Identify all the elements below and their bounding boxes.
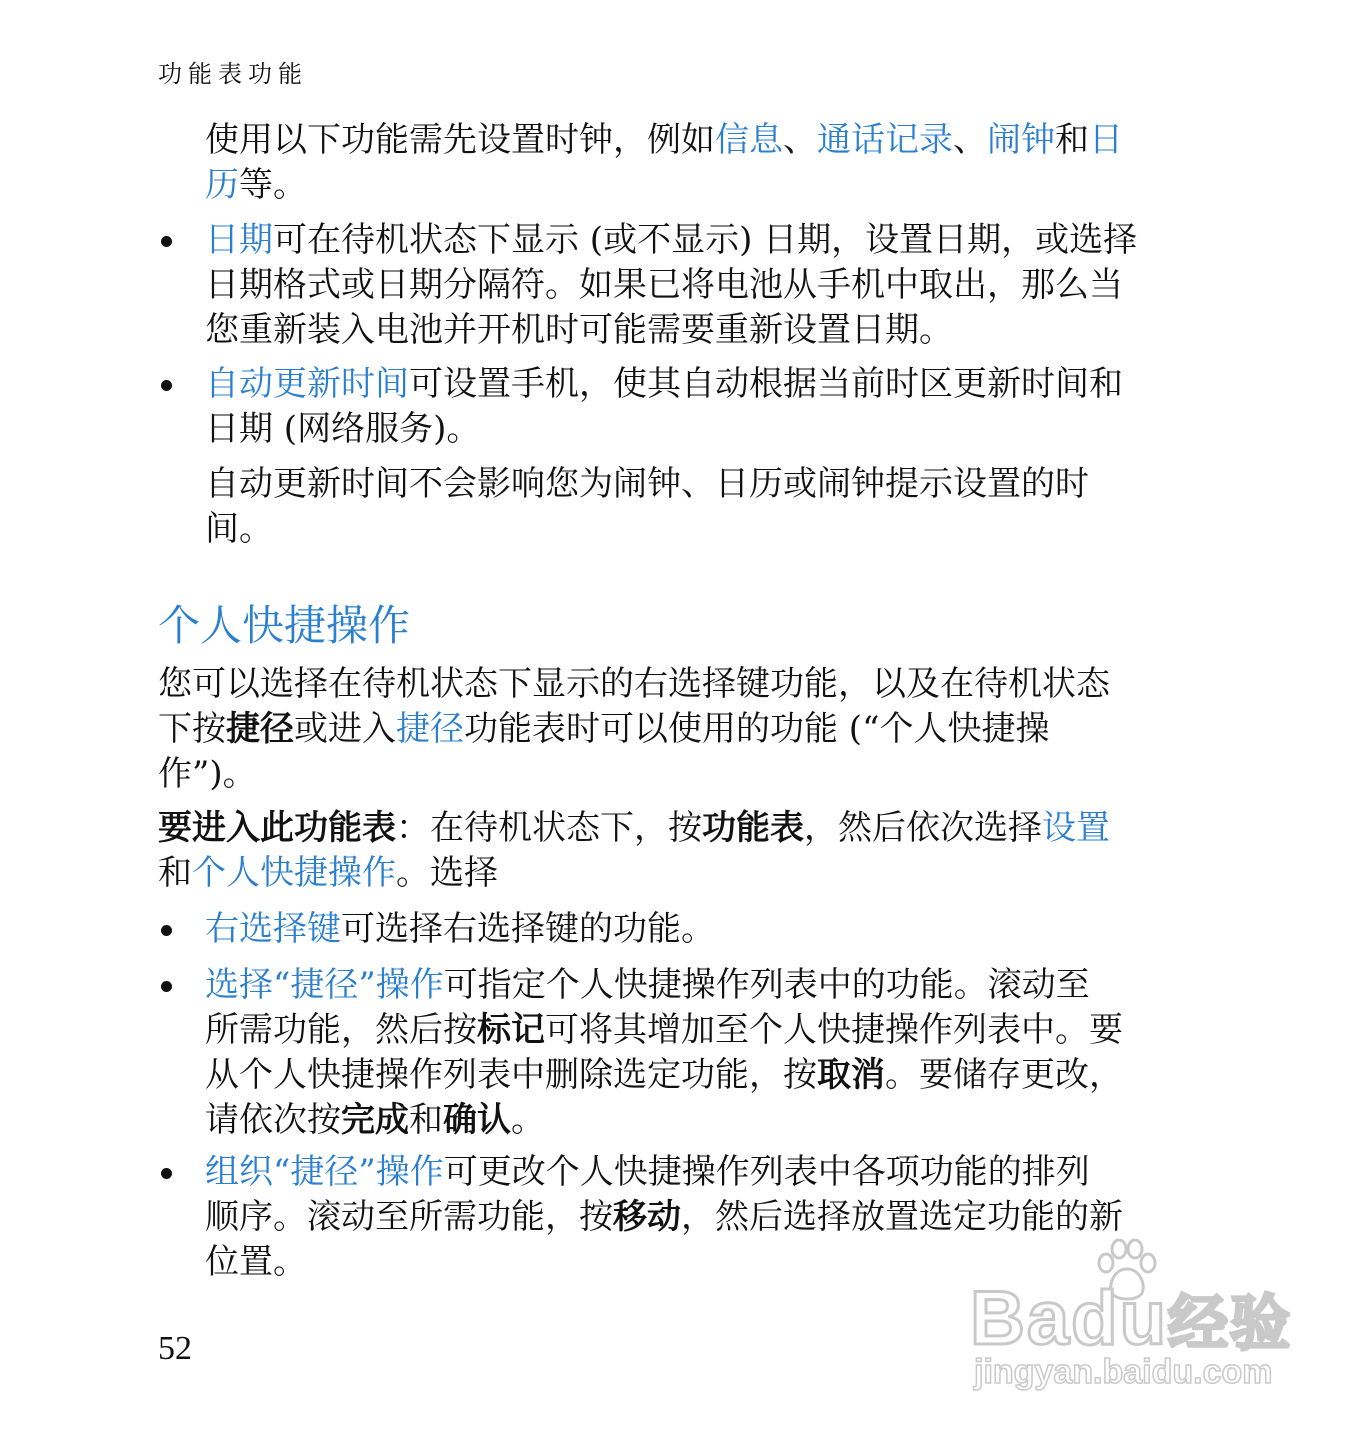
link-auto-update-time[interactable]: 自动更新时间 [205,364,409,404]
link-calendar-part2[interactable]: 历 [205,165,239,205]
bullet-select-shortcuts: 选择“捷径”操作可指定个人快捷操作列表中的功能。滚动至 所需功能，然后按标记可将其增加至个人快捷操作列表中。要 从个人快捷操作列表中删除选定功能，按取消。要储存更改， 请依次按完成和确认。 [205,965,1123,1140]
link-date[interactable]: 日期 [205,220,273,260]
link-organize-shortcut-options[interactable]: 组织“捷径”操作 [205,1152,444,1192]
link-select-shortcut-options[interactable]: 选择“捷径”操作 [205,965,444,1005]
link-shortcut-menu[interactable]: 捷径 [396,709,464,749]
watermark-url: jingyan.baidu.com [974,1353,1273,1391]
link-settings[interactable]: 设置 [1042,808,1110,848]
bullet-dot [161,981,172,992]
section-intro: 您可以选择在待机状态下显示的右选择键功能，以及在待机状态 下按捷径或进入捷径功能表时可以使用的功能 (“个人快捷操 作”)。 [158,664,1110,794]
enter-menu-label: 要进入此功能表 [158,808,396,848]
link-right-selection-key[interactable]: 右选择键 [205,909,341,949]
key-confirm: 确认 [443,1100,511,1140]
bullet-dot [161,236,172,247]
link-personal-shortcuts[interactable]: 个人快捷操作 [192,853,396,893]
key-done: 完成 [341,1100,409,1140]
section-title: 个人快捷操作 [158,601,411,650]
key-cancel: 取消 [817,1055,885,1095]
link-call-log[interactable]: 通话记录 [817,120,953,160]
link-alarm[interactable]: 闹钟 [987,120,1055,160]
key-move: 移动 [613,1197,681,1237]
bullet-dot [161,1168,172,1179]
auto-update-note: 自动更新时间不会影响您为闹钟、日历或闹钟提示设置的时 间。 [205,464,1089,549]
bullet-date: 日期可在待机状态下显示 (或不显示) 日期，设置日期，或选择 日期格式或日期分隔符。如果已将电池从手机中取出，那么当 您重新装入电池并开机时可能需要重新设置日期。 [205,220,1138,350]
baidu-jingyan-watermark [970,1235,1300,1395]
bullet-dot [161,925,172,936]
intro-paragraph: 使用以下功能需先设置时钟，例如信息、通话记录、闹钟和日 历等。 [205,120,1123,205]
key-menu: 功能表 [702,808,804,848]
bullet-auto-update: 自动更新时间可设置手机，使其自动根据当前时区更新时间和 日期 (网络服务)。 [205,364,1123,449]
enter-menu-instructions: 要进入此功能表：在待机状态下，按功能表，然后依次选择设置 和个人快捷操作。选择 [158,808,1110,893]
running-header: 功能表功能 [158,60,308,88]
page-number: 52 [158,1330,192,1367]
bullet-dot [161,380,172,391]
key-shortcut: 捷径 [226,709,294,749]
link-info[interactable]: 信息 [715,120,783,160]
link-calendar-part1[interactable]: 日 [1089,120,1123,160]
key-mark: 标记 [477,1010,545,1050]
bullet-organize-shortcuts: 组织“捷径”操作可更改个人快捷操作列表中各项功能的排列 顺序。滚动至所需功能，按移动，然后选择放置选定功能的新 位置。 [205,1152,1123,1282]
watermark-logo: Badu经验 [970,1276,1293,1361]
bullet-right-selection-key: 右选择键可选择右选择键的功能。 [205,909,715,949]
